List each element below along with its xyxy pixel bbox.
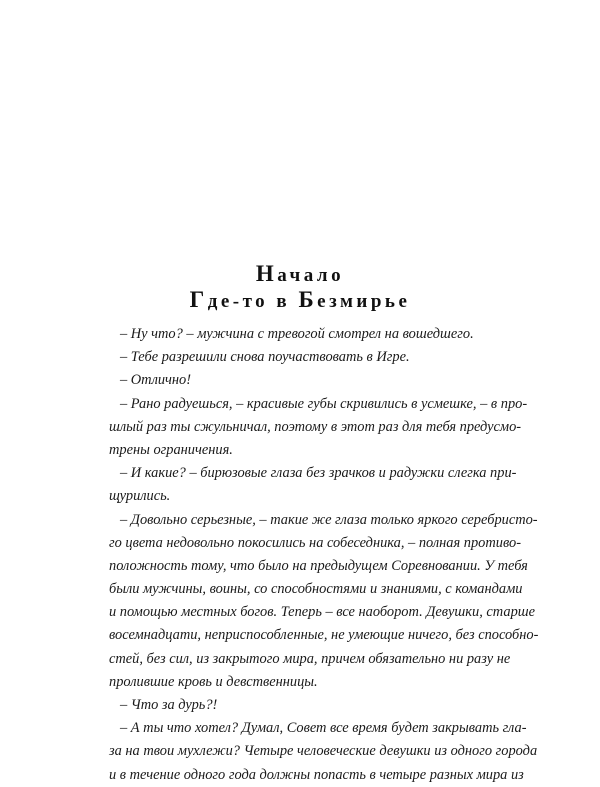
text-line: – И какие? – бирюзовые глаза без зрачков и радужки слегка при- [120, 465, 517, 482]
text-line: стей, без сил, из закрытого мира, причем обязательно ни разу не [109, 650, 511, 667]
text-line: восемнадцати, неприспособленные, не умеющие ничего, без способно- [109, 627, 539, 644]
chapter-subtitle-part-2: езмирье [317, 291, 411, 312]
text-line: – Тебе разрешили снова поучаствовать в Игре. [120, 349, 410, 366]
text-line: были мужчины, воины, со способностями и знаниями, с командами [109, 581, 523, 598]
chapter-subtitle [0, 288, 600, 314]
text-line: шлый раз ты сжульничал, поэтому в этот раз для тебя предусмо- [109, 418, 522, 435]
chapter-title [0, 262, 600, 288]
text-line: пролившие кровь и девственницы. [109, 673, 318, 690]
text-line: – Ну что? – мужчина с тревогой смотрел на вошедшего. [120, 326, 474, 342]
text-line: за на твои мухлежи? Четыре человеческие девушки из одного города [109, 743, 538, 760]
text-line: – А ты что хотел? Думал, Совет все время будет закрывать гла- [120, 720, 527, 737]
chapter-subtitle-initial-2: Б [298, 287, 318, 312]
chapter-subtitle-part-1: де-то в [207, 291, 299, 312]
text-line: – Довольно серьезные, – такие же глаза только яркого серебристо- [120, 511, 538, 528]
text-line: положность тому, что было на предыдущем Соревновании. У тебя [109, 557, 528, 574]
chapter-title-initial: Н [255, 261, 278, 286]
text-line: – Отлично! [120, 372, 192, 389]
chapter-subtitle-initial-1: Г [189, 287, 208, 312]
body-text [109, 323, 539, 787]
text-line: и помощью местных богов. Теперь – все наоборот. Девушки, старше [109, 604, 536, 621]
chapter-title-rest: ачало [277, 265, 345, 286]
text-line: щурились. [109, 488, 171, 505]
text-line: и в течение одного года должны попасть в четыре разных мира из [109, 766, 524, 783]
text-line: – Рано радуешься, – красивые губы скривились в усмешке, – в про- [120, 395, 528, 412]
text-line: го цвета недовольно покосились на собеседника, – полная противо- [109, 534, 521, 551]
text-line: трены ограничения. [109, 441, 233, 458]
text-line: – Что за дурь?! [120, 697, 218, 713]
